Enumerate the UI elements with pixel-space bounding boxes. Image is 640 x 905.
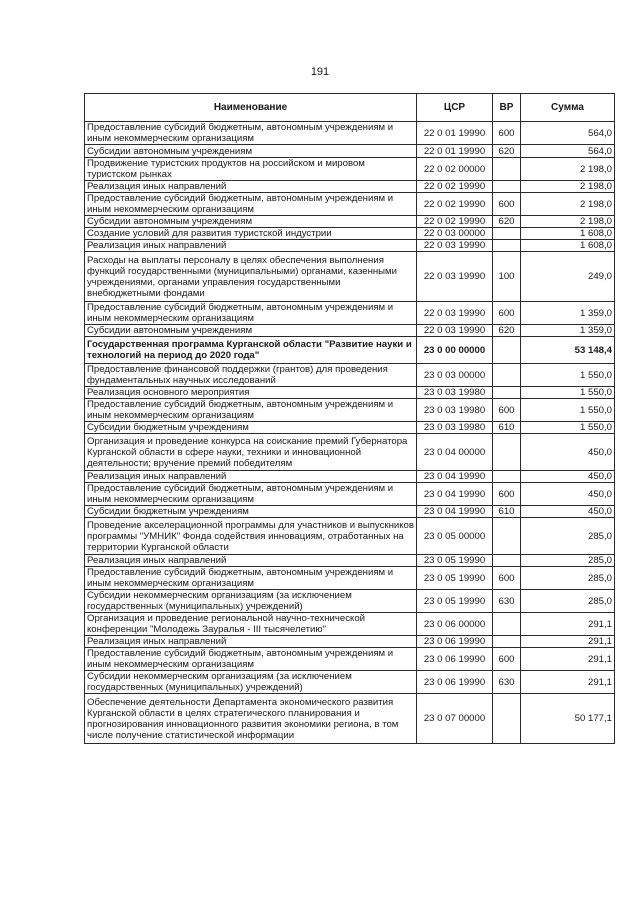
cell-vr: 600 [493, 302, 521, 325]
cell-vr: 600 [493, 648, 521, 671]
cell-csr: 22 0 02 19990 [417, 193, 493, 216]
cell-name: Предоставление финансовой поддержки (грантов) для проведения фундаментальных научных исследований [85, 364, 417, 387]
table-header-row [85, 94, 615, 122]
cell-sum: 450,0 [521, 506, 615, 518]
cell-csr: 23 0 03 19980 [417, 387, 493, 399]
cell-csr: 23 0 05 00000 [417, 518, 493, 555]
table-row [85, 216, 615, 228]
cell-name: Реализация иных направлений [85, 555, 417, 567]
cell-name: Субсидии бюджетным учреждениям [85, 422, 417, 434]
cell-sum: 2 198,0 [521, 158, 615, 181]
table-row [85, 240, 615, 252]
cell-csr: 22 0 03 19990 [417, 302, 493, 325]
cell-sum: 450,0 [521, 434, 615, 471]
cell-sum: 291,1 [521, 671, 615, 694]
table-row [85, 483, 615, 506]
table-row [85, 471, 615, 483]
cell-csr: 23 0 04 19990 [417, 483, 493, 506]
cell-csr: 22 0 03 19990 [417, 240, 493, 252]
cell-csr: 23 0 05 19990 [417, 555, 493, 567]
cell-sum: 564,0 [521, 122, 615, 145]
cell-name: Реализация иных направлений [85, 181, 417, 193]
cell-name: Субсидии автономным учреждениям [85, 145, 417, 158]
cell-name: Предоставление субсидий бюджетным, автономным учреждениям и иным некоммерческим организациям [85, 122, 417, 145]
cell-name: Организация и проведение региональной научно-технической конференции "Молодежь Зауралья - III тысячелетию" [85, 613, 417, 636]
table-row [85, 422, 615, 434]
cell-vr [493, 613, 521, 636]
cell-name: Организация и проведение конкурса на соискание премий Губернатора Курганской области в сфере науки, техники и инновационной деятельности; вручение премий победителям [85, 434, 417, 471]
cell-sum: 285,0 [521, 518, 615, 555]
cell-name: Субсидии бюджетным учреждениям [85, 506, 417, 518]
table-row [85, 325, 615, 337]
header-vr: ВР [493, 94, 521, 122]
cell-vr [493, 158, 521, 181]
table-row [85, 636, 615, 648]
cell-vr: 600 [493, 122, 521, 145]
cell-name: Реализация иных направлений [85, 471, 417, 483]
table-row [85, 181, 615, 193]
cell-vr [493, 471, 521, 483]
cell-csr: 22 0 01 19990 [417, 145, 493, 158]
cell-vr [493, 555, 521, 567]
cell-vr: 600 [493, 483, 521, 506]
cell-name: Субсидии автономным учреждениям [85, 325, 417, 337]
cell-csr: 23 0 04 19990 [417, 471, 493, 483]
table-row [85, 648, 615, 671]
cell-name: Предоставление субсидий бюджетным, автономным учреждениям и иным некоммерческим организациям [85, 648, 417, 671]
cell-csr: 23 0 07 00000 [417, 694, 493, 744]
cell-name: Обеспечение деятельности Департамента экономического развития Курганской области в целях стратегического планирования и прогнозирования инновационного развития экономики региона, в том числе получение статистической информации [85, 694, 417, 744]
cell-sum: 291,1 [521, 648, 615, 671]
table-row [85, 252, 615, 302]
cell-name: Государственная программа Курганской области "Развитие науки и технологий на период до 2020 года" [85, 337, 417, 364]
cell-sum: 450,0 [521, 483, 615, 506]
cell-name: Субсидии автономным учреждениям [85, 216, 417, 228]
cell-sum: 2 198,0 [521, 216, 615, 228]
cell-csr: 22 0 02 19990 [417, 216, 493, 228]
cell-name: Реализация иных направлений [85, 240, 417, 252]
cell-sum: 1 608,0 [521, 240, 615, 252]
page-number: 191 [310, 66, 330, 78]
cell-sum: 291,1 [521, 636, 615, 648]
table-row [85, 434, 615, 471]
cell-name: Предоставление субсидий бюджетным, автономным учреждениям и иным некоммерческим организациям [85, 302, 417, 325]
cell-csr: 23 0 05 19990 [417, 567, 493, 590]
cell-vr: 600 [493, 193, 521, 216]
cell-csr: 23 0 05 19990 [417, 590, 493, 613]
table-row [85, 671, 615, 694]
cell-sum: 1 608,0 [521, 228, 615, 240]
cell-csr: 22 0 03 00000 [417, 228, 493, 240]
cell-vr: 610 [493, 422, 521, 434]
cell-name: Реализация основного мероприятия [85, 387, 417, 399]
cell-csr: 23 0 03 00000 [417, 364, 493, 387]
cell-sum: 285,0 [521, 555, 615, 567]
cell-vr [493, 518, 521, 555]
cell-vr [493, 694, 521, 744]
table-row [85, 193, 615, 216]
cell-sum: 1 550,0 [521, 364, 615, 387]
cell-sum: 249,0 [521, 252, 615, 302]
table-row [85, 518, 615, 555]
table-row [85, 387, 615, 399]
cell-csr: 22 0 03 19990 [417, 325, 493, 337]
table-row [85, 364, 615, 387]
cell-vr: 600 [493, 567, 521, 590]
header-name: Наименование [85, 94, 417, 122]
table-row [85, 567, 615, 590]
cell-csr: 23 0 04 00000 [417, 434, 493, 471]
cell-vr [493, 240, 521, 252]
cell-csr: 23 0 03 19980 [417, 422, 493, 434]
table-body [85, 122, 615, 744]
cell-csr: 23 0 00 00000 [417, 337, 493, 364]
cell-name: Предоставление субсидий бюджетным, автономным учреждениям и иным некоммерческим организациям [85, 567, 417, 590]
header-sum: Сумма [521, 94, 615, 122]
table-row [85, 337, 615, 364]
cell-sum: 53 148,4 [521, 337, 615, 364]
cell-vr: 620 [493, 216, 521, 228]
cell-sum: 450,0 [521, 471, 615, 483]
cell-vr: 620 [493, 325, 521, 337]
cell-vr [493, 228, 521, 240]
cell-vr: 100 [493, 252, 521, 302]
cell-name: Реализация иных направлений [85, 636, 417, 648]
cell-vr [493, 434, 521, 471]
table-row [85, 694, 615, 744]
cell-vr [493, 181, 521, 193]
header-csr: ЦСР [417, 94, 493, 122]
table-row [85, 228, 615, 240]
cell-csr: 23 0 06 19990 [417, 636, 493, 648]
cell-sum: 285,0 [521, 590, 615, 613]
cell-name: Субсидии некоммерческим организациям (за исключением государственных (муниципальных) учреждений) [85, 590, 417, 613]
cell-name: Предоставление субсидий бюджетным, автономным учреждениям и иным некоммерческим организациям [85, 399, 417, 422]
cell-sum: 2 198,0 [521, 181, 615, 193]
cell-name: Предоставление субсидий бюджетным, автономным учреждениям и иным некоммерческим организациям [85, 193, 417, 216]
cell-csr: 22 0 03 19990 [417, 252, 493, 302]
table-row [85, 555, 615, 567]
table-row [85, 506, 615, 518]
cell-sum: 1 550,0 [521, 422, 615, 434]
cell-vr: 600 [493, 399, 521, 422]
cell-sum: 285,0 [521, 567, 615, 590]
cell-name: Расходы на выплаты персоналу в целях обеспечения выполнения функций государственными (муниципальными) органами, казенными учреждениями, органами управления государственными внебюджетными фондами [85, 252, 417, 302]
cell-sum: 564,0 [521, 145, 615, 158]
cell-sum: 1 550,0 [521, 387, 615, 399]
cell-csr: 22 0 02 00000 [417, 158, 493, 181]
table-row [85, 302, 615, 325]
cell-name: Продвижение туристских продуктов на российском и мировом туристском рынках [85, 158, 417, 181]
cell-sum: 2 198,0 [521, 193, 615, 216]
budget-table [84, 93, 615, 744]
cell-vr: 630 [493, 671, 521, 694]
cell-csr: 23 0 06 00000 [417, 613, 493, 636]
table-row [85, 145, 615, 158]
cell-sum: 1 359,0 [521, 325, 615, 337]
cell-name: Создание условий для развития туристской индустрии [85, 228, 417, 240]
cell-vr: 630 [493, 590, 521, 613]
cell-csr: 23 0 03 19980 [417, 399, 493, 422]
cell-vr: 610 [493, 506, 521, 518]
cell-vr [493, 387, 521, 399]
table-row [85, 399, 615, 422]
cell-sum: 291,1 [521, 613, 615, 636]
cell-csr: 22 0 01 19990 [417, 122, 493, 145]
cell-vr: 620 [493, 145, 521, 158]
cell-vr [493, 364, 521, 387]
cell-sum: 1 359,0 [521, 302, 615, 325]
cell-sum: 50 177,1 [521, 694, 615, 744]
cell-csr: 22 0 02 19990 [417, 181, 493, 193]
cell-csr: 23 0 06 19990 [417, 648, 493, 671]
cell-name: Предоставление субсидий бюджетным, автономным учреждениям и иным некоммерческим организациям [85, 483, 417, 506]
cell-csr: 23 0 04 19990 [417, 506, 493, 518]
table-row [85, 158, 615, 181]
cell-vr [493, 337, 521, 364]
cell-csr: 23 0 06 19990 [417, 671, 493, 694]
table-row [85, 122, 615, 145]
cell-name: Субсидии некоммерческим организациям (за исключением государственных (муниципальных) учреждений) [85, 671, 417, 694]
table-row [85, 613, 615, 636]
cell-sum: 1 550,0 [521, 399, 615, 422]
table-row [85, 590, 615, 613]
cell-vr [493, 636, 521, 648]
cell-name: Проведение акселерационной программы для участников и выпускников программы "УМНИК" Фонда содействия инновациям, отработанных на территории Курганской области [85, 518, 417, 555]
